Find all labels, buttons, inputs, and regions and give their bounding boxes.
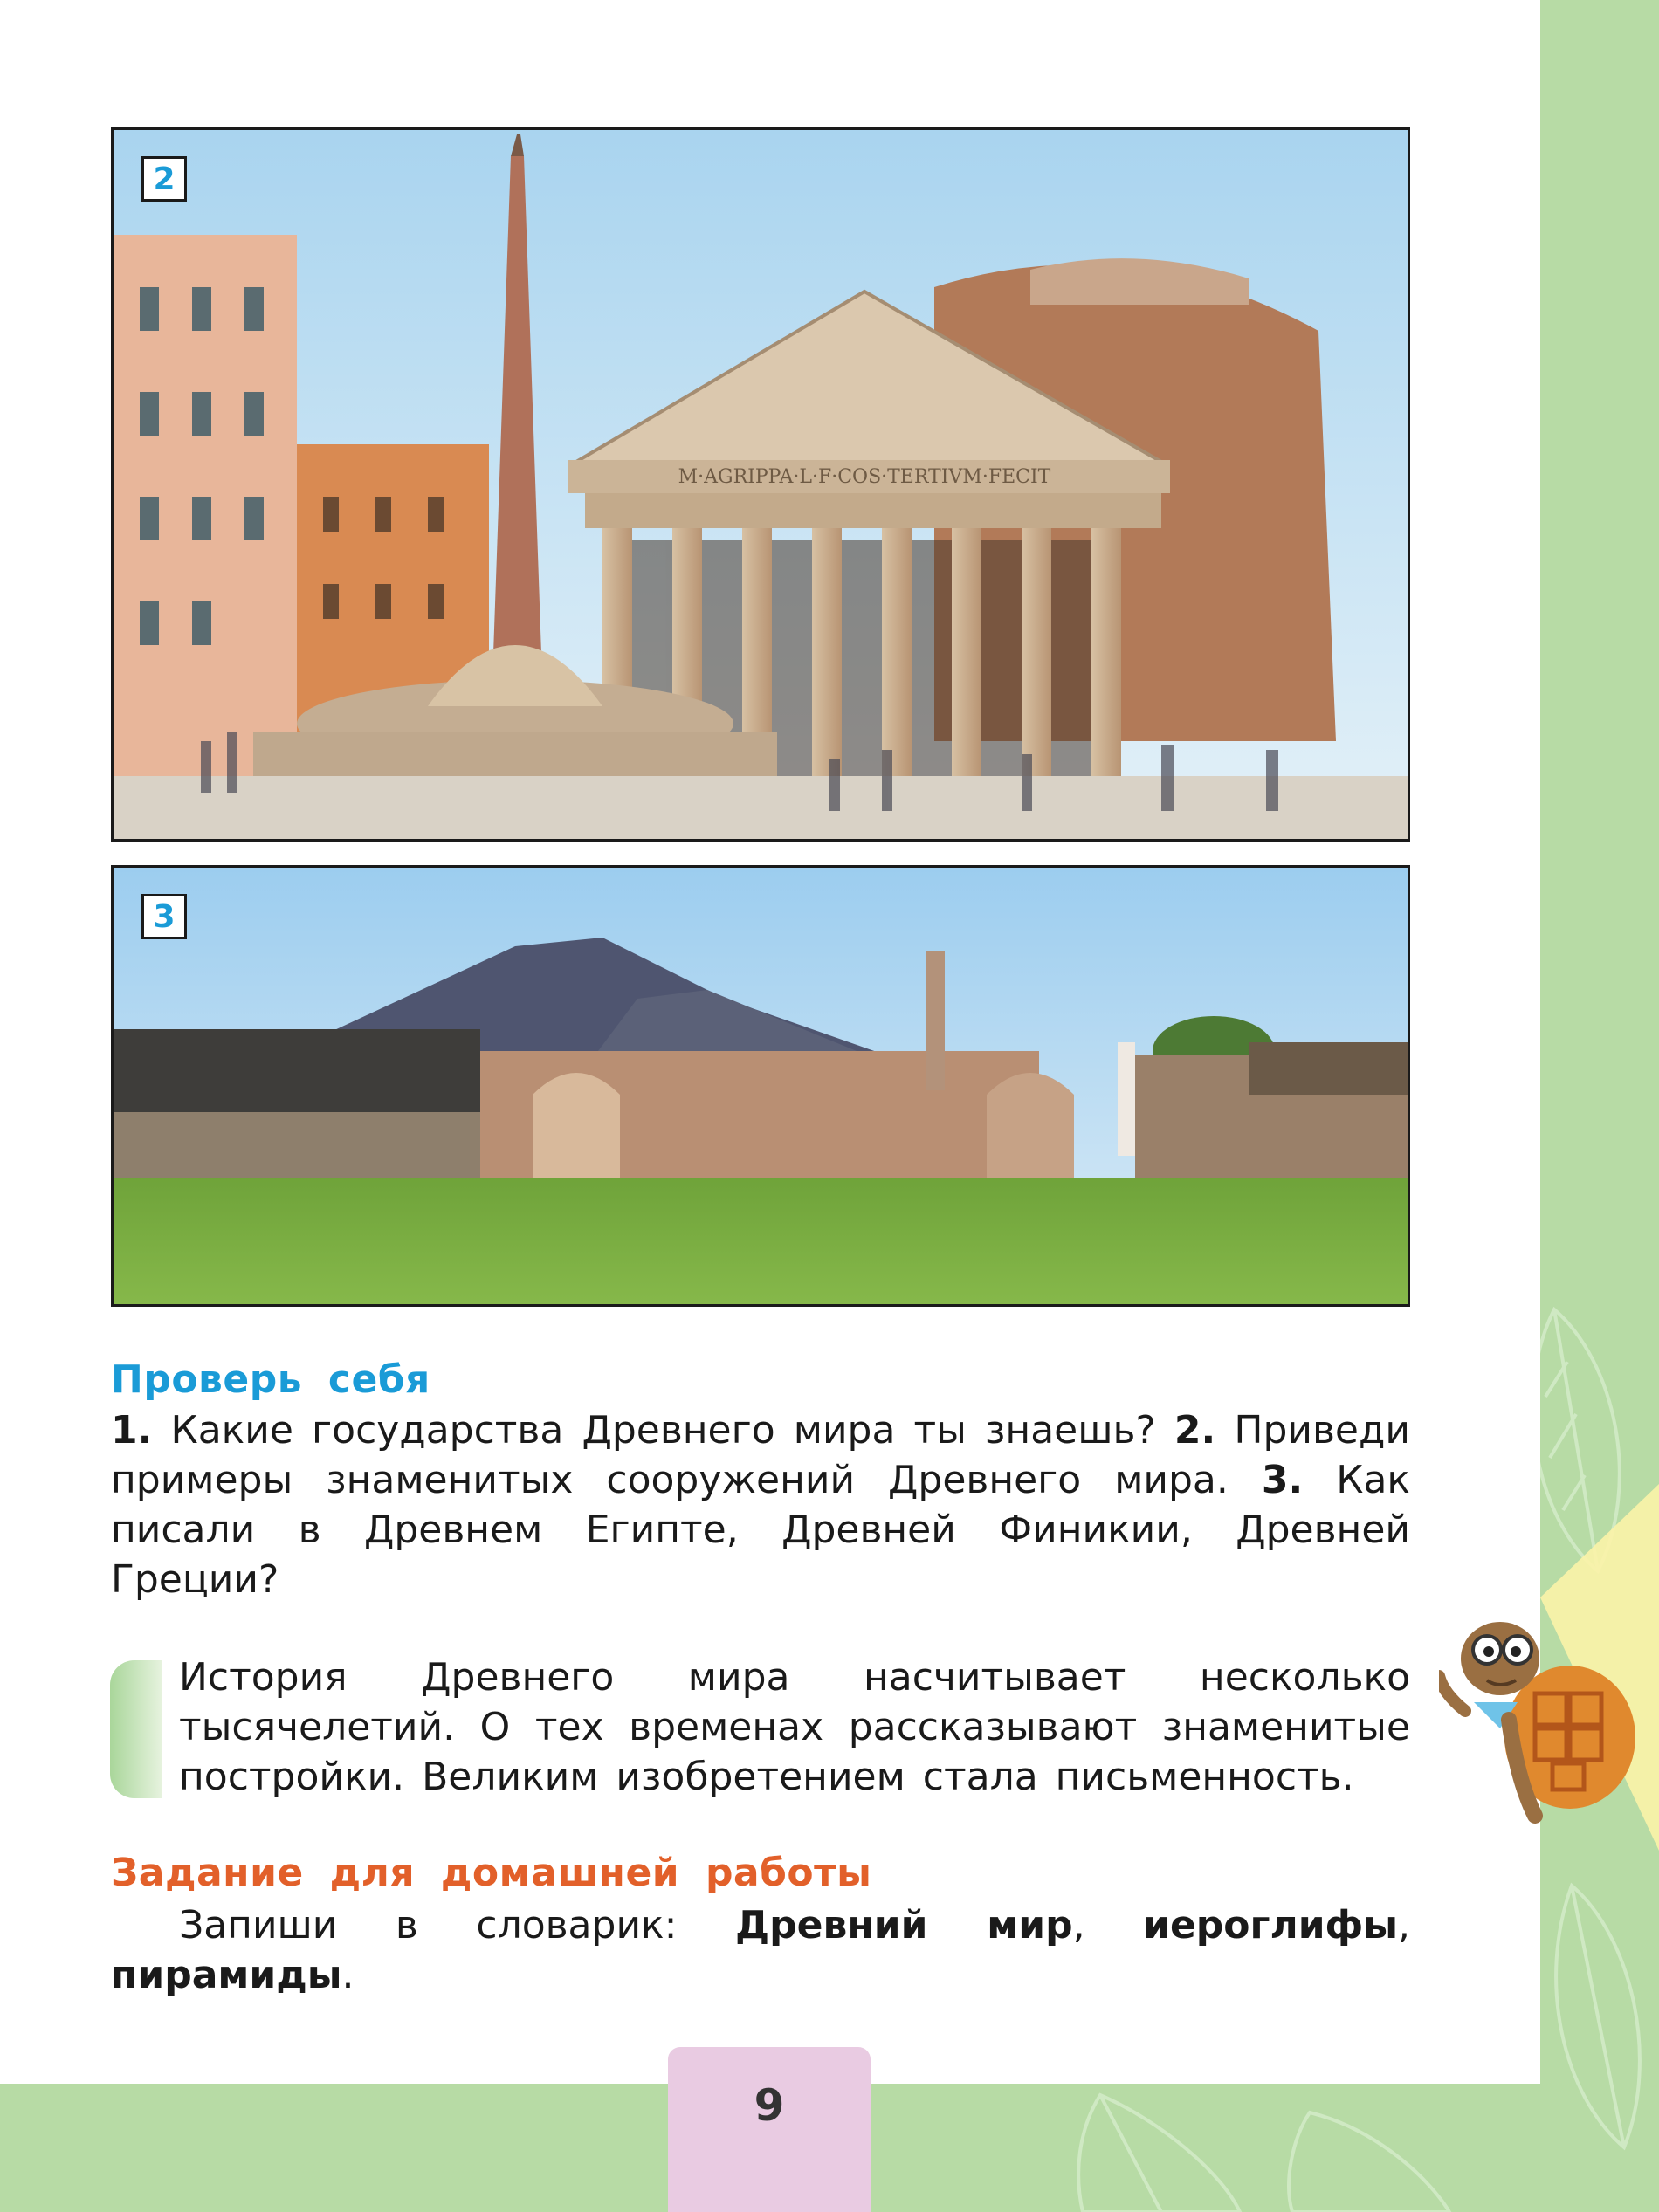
page-number: 9 <box>754 2080 785 2131</box>
vocabulary-term: Древний мир <box>734 1903 1073 1948</box>
question-text: Какие государства Древнего мира ты знаешь? <box>152 1408 1174 1453</box>
portico-inscription: M·AGRIPPA·L·F·COS·TERTIVM·FECIT <box>678 466 1051 488</box>
question-number: 3. <box>1261 1458 1304 1502</box>
figure-number: 3 <box>141 894 187 939</box>
section-heading-homework: Задание для домашней работы <box>111 1851 872 1895</box>
vocabulary-term: иероглифы <box>1143 1903 1398 1948</box>
question-number: 1. <box>111 1408 153 1453</box>
question-text: Приведи примеры знаменитых сооружений Древнего мира. <box>111 1408 1410 1502</box>
check-questions <box>111 1405 1410 1604</box>
section-heading-check: Проверь себя <box>111 1357 430 1402</box>
vocabulary-term: пирамиды <box>111 1953 342 1997</box>
question-number: 2. <box>1174 1408 1216 1453</box>
summary-marker <box>110 1660 162 1798</box>
pompeii-photo <box>111 865 1410 1307</box>
figure-number: 2 <box>141 156 187 202</box>
homework-text <box>111 1900 1410 2000</box>
homework-intro: Запиши в словарик: <box>179 1903 735 1948</box>
turtle-mascot-icon <box>1439 1597 1659 1824</box>
pantheon-photo <box>111 127 1410 842</box>
separator: , <box>1072 1903 1144 1948</box>
separator: . <box>341 1953 355 1997</box>
summary-text: История Древнего мира насчитывает несколько тысячелетий. О тех временах рассказывают знаменитые постройки. Великим изобретением стала письменность. <box>179 1655 1410 1799</box>
separator: , <box>1398 1903 1410 1948</box>
question-text: Как писали в Древнем Египте, Древней Финикии, Древней Греции? <box>111 1458 1411 1602</box>
page-number-tab <box>668 2047 871 2212</box>
